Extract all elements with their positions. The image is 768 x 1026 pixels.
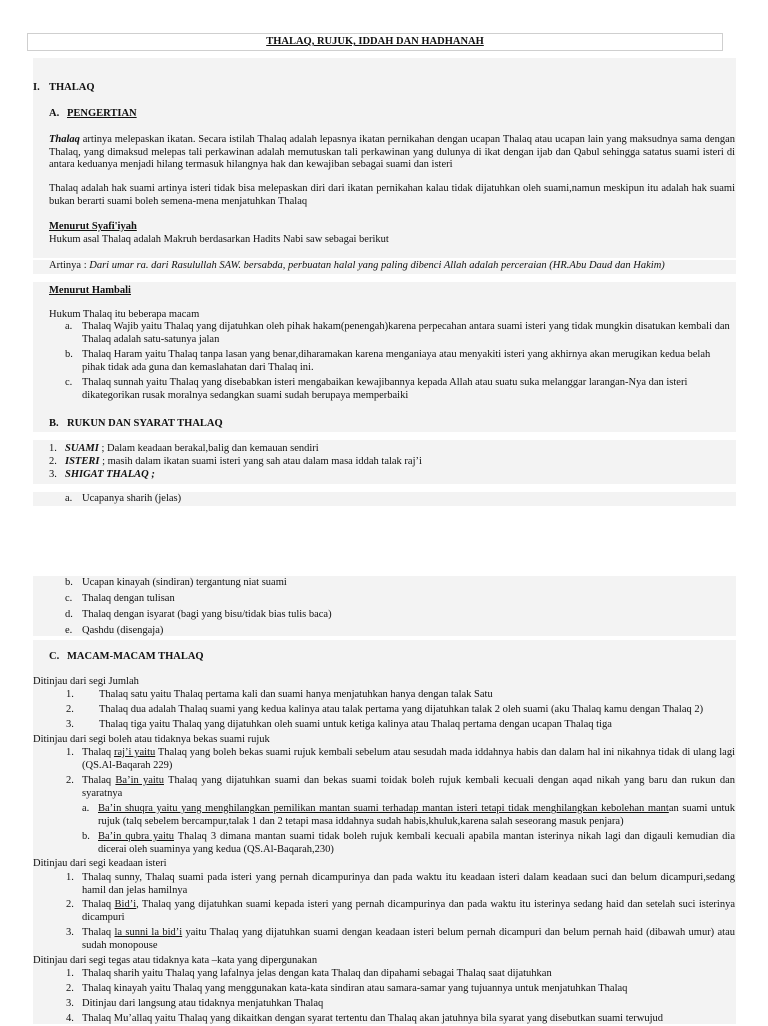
list-item: 3. Ditinjau dari langsung atau tidaknya menjatuhkan Thalaq [66, 998, 324, 1009]
list-item: 2. Thalaq Ba’in yaitu Thalaq yang dijatuhkan suami dan bekas suami toidak boleh rujuk kembali kecuali dengan aqad nikah yang baru dan rukun dan syaratnya [66, 775, 736, 799]
group-heading-kata: Ditinjau dari segi tegas atau tidaknya kata –kata yang dipergunakan [33, 955, 318, 966]
group-heading-keadaan: Ditinjau dari segi keadaan isteri [33, 858, 167, 869]
list-item: 4. Thalaq Mu’allaq yaitu Thalaq yang dikaitkan dengan syarat tertentu dan Thalaq akan jatuhnya bila syarat yang disebutkan suami terwujud [66, 1013, 664, 1024]
list-item: 3. Thalaq tiga yaitu Thalaq yang dijatuhkan oleh suami untuk ketiga kalinya atau Thalaq pertama dengan ucapan Thalaq tiga [66, 719, 612, 730]
artinya-label: Artinya : [49, 260, 90, 271]
heading-syafiiyah: Menurut Syafi'iyah [49, 221, 137, 232]
list-item: 3. Thalaq la sunni la bid’i yaitu Thalaq yang dijatuhkan suami dengan keadaan isteri belum pernah dicampuri dan belum pernah haid (dibawah umur) atau sudah monopouse [66, 927, 735, 951]
title-box [27, 33, 723, 51]
list-item: b. Ba’in qubra yaitu Thalaq 3 dimana mantan suami tidak boleh rujuk kembali kecuali apabila mantan isterinya nikah lagi dan digauli kemudian dia dicerai oleh suaminya yang kedua (QS.Al-Baqarah,230) [82, 831, 735, 855]
list-item: 1. Thalaq satu yaitu Thalaq pertama kali dan suami hanya menjatuhkan hanya dengan talak Satu [66, 689, 493, 700]
artinya-text: Dari umar ra. dari Rasulullah SAW. bersabda, perbuatan halal yang paling dibenci Allah adalah perceraian (HR.Abu Daud dan Hakim) [89, 260, 665, 271]
group-heading-rujuk: Ditinjau dari segi boleh atau tidaknya bekas suami rujuk [33, 734, 270, 745]
subsection-heading-pengertian: PENGERTIAN [67, 108, 137, 119]
list-item: 2. Thalaq Bid’i, Thalaq yang dijatuhkan suami kepada isteri yang pernah dicampurinya dan pada waktu itu isterinya sedang haid dan setelah suci isterinya dicampuri [66, 899, 735, 923]
subsection-letter-b: B. [49, 418, 59, 429]
term-thalaq: Thalaq [49, 134, 80, 145]
list-item: 3. SHIGAT THALAQ ; [49, 469, 155, 480]
list-item: b. Ucapan kinayah (sindiran) tergantung niat suami [65, 577, 287, 588]
list-item: b. Thalaq Haram yaitu Thalaq tanpa lasan yang benar,diharamakan karena menganiaya atau menyakiti isteri yang akhirnya akan merugikan kedua belah pihak tidak ada guna dan kemaslahatan dari Thalaq ini. [65, 349, 711, 373]
group-heading-jumlah: Ditinjau dari segi Jumlah [33, 676, 139, 687]
heading-hambali: Menurut Hambali [49, 285, 131, 296]
paragraph-definition [49, 134, 735, 172]
list-item: 1. SUAMI ; Dalam keadaan berakal,balig dan kemauan sendiri [49, 443, 319, 454]
document-title: THALAQ, RUJUK, IDDAH DAN HADHANAH [266, 36, 484, 47]
list-item: c. Thalaq sunnah yaitu Thalaq yang disebabkan isteri mengabaikan kewajibannya kepada Allah atau suatu suka melanggar larangan-Nya dan isteri dikategorikan rusak moralnya sedangkan suami sudah berupaya memperbaiki [65, 377, 688, 401]
section-heading: THALAQ [49, 82, 95, 93]
list-item: a. Ucapanya sharih (jelas) [65, 493, 182, 504]
list-item: d. Thalaq dengan isyarat (bagi yang bisu/tidak bias tulis baca) [65, 609, 332, 620]
list-item: 2. Thalaq kinayah yaitu Thalaq yang menggunakan kata-kata sindiran atau samara-samar yang tujuannya untuk menjatuhkan Thalaq [66, 983, 628, 994]
subsection-letter-c: C. [49, 651, 60, 662]
list-item: e. Qashdu (disengaja) [65, 625, 164, 636]
paragraph-right-of-husband: Thalaq adalah hak suami artinya isteri tidak bisa melepaskan diri dari ikatan pernikahan kalau tidak dijatuhkan oleh suami,namun meskipun itu adalah hak suami bukan berarti suami boleh semena-mena menjatuhkan Thalaq [49, 183, 735, 207]
list-item: 2. ISTERI ; masih dalam ikatan suami isteri yang sah atau dalam masa iddah talak raj’i [49, 456, 422, 467]
subsection-letter-a: A. [49, 108, 60, 119]
list-item: a. Thalaq Wajib yaitu Thalaq yang dijatuhkan oleh pihak hakam(penengah)karena perpecahan antara suami isteri yang tidak mungkin disatukan kembali dan Thalaq adalah satu-satunya jalan [65, 321, 730, 345]
hambali-intro: Hukum Thalaq itu beberapa macam [49, 309, 200, 320]
definition-text: artinya melepaskan ikatan. Secara istilah Thalaq adalah lepasnya ikatan pernikahan dengan ucapan Thalaq atau ucapan lain yang maksudnya sama dengan Thalaq, yang dimaksud melepas tali perkawinan adalah memutuskan tali perkawinan yang dulunya di ikat dengan ijab dan Qabul sehingga satatus suami isteri di antara keduanya menjadi hilang termasuk hilangnya hak dan kewajiban sebagai suami dan isteri [49, 134, 735, 170]
section-number: I. [33, 82, 40, 93]
list-item: a. Ba’in shuqra yaitu yang menghilangkan pemilikan mantan suami terhadap mantan isteri tetapi tidak menghilangkan kebolehan mantan suami untuk rujuk (talq sebelem bercampur,talak 1 dan 2 tetapi masa iddahnya sudah habis,khuluk,karena salah seseorang masuk penjara) [82, 803, 735, 827]
syafiiyah-text: Hukum asal Thalaq adalah Makruh berdasarkan Hadits Nabi saw sebagai berikut [49, 234, 389, 245]
list-item: 1. Thalaq sunny, Thalaq suami pada isteri yang pernah dicampurinya dan pada waktu itu keadaan isteri dalam keadaan suci dan belum dicampuri,sedang hamil dan jelas hamilnya [66, 872, 735, 896]
subsection-heading-rukun: RUKUN DAN SYARAT THALAQ [67, 418, 223, 429]
list-item: c. Thalaq dengan tulisan [65, 593, 175, 604]
list-item: 1. Thalaq sharih yaitu Thalaq yang lafalnya jelas dengan kata Thalaq dan dipahami sebagai Thalaq saat dijatuhkan [66, 968, 552, 979]
hadith-translation [49, 260, 739, 273]
list-item: 1. Thalaq raj’i yaitu Thalaq yang boleh bekas suami rujuk kembali sebelum atau sesudah mada iddahnya habis dan dalam hal ini nikahnya tidak di ulang lagi (QS.Al-Baqarah 229) [66, 747, 735, 771]
list-item: 2. Thalaq dua adalah Thalaq suami yang kedua kalinya atau talak pertama yang dijatuhkan talak 2 oleh suami (aku Thalaq kamu dengan Thalaq 2) [66, 704, 704, 715]
subsection-heading-macam: MACAM-MACAM THALAQ [67, 651, 204, 662]
